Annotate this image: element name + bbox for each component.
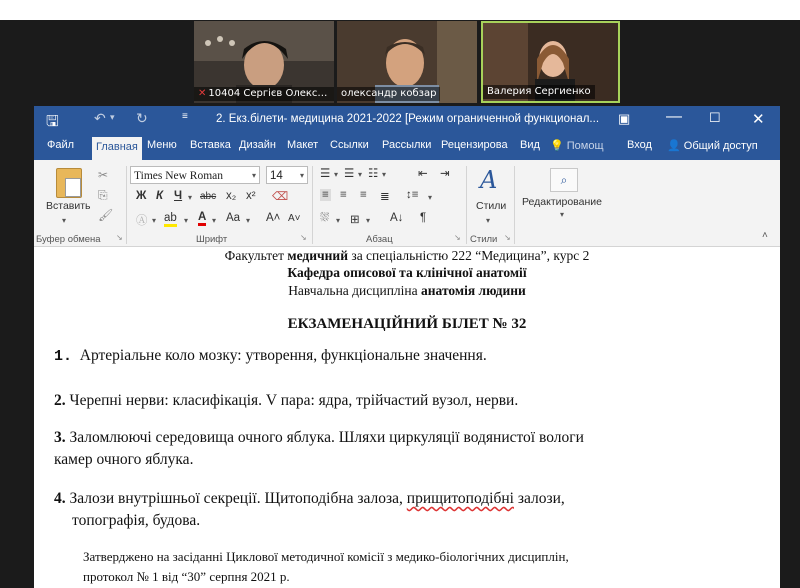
ticket-title: ЕКЗАМЕНАЦІЙНИЙ БІЛЕТ № 32 (287, 316, 527, 332)
lightbulb-icon: 💡 (550, 140, 564, 152)
paste-icon[interactable] (56, 168, 82, 198)
tab-review[interactable]: Рецензирова (441, 139, 508, 151)
show-marks-icon[interactable]: ¶ (420, 212, 427, 224)
shrink-font-button[interactable]: A˅ (288, 213, 301, 224)
text-effects-icon[interactable]: Ⓐ (136, 215, 148, 227)
change-case-button[interactable]: Aa (226, 212, 241, 224)
title-bar (34, 106, 780, 134)
separator (312, 166, 313, 244)
align-center-icon[interactable]: ≡ (340, 189, 347, 201)
participant-tile-1[interactable] (194, 21, 334, 103)
question-1: 1. Артеріальне коло мозку: утворення, функціональне значення. (54, 347, 487, 365)
tab-insert[interactable]: Вставка (190, 139, 231, 151)
copy-icon[interactable]: ⎘ (98, 188, 108, 202)
participant-name-1: ✕ 10404 Сергієв Олекса... (194, 87, 334, 101)
tab-file[interactable]: Файл (47, 139, 75, 151)
tab-layout[interactable]: Макет (287, 139, 319, 151)
ribbon-home (34, 160, 780, 247)
chevron-down-icon[interactable]: ▾ (110, 112, 115, 122)
bold-button[interactable]: Ж (136, 190, 147, 202)
chevron-down-icon[interactable]: ▾ (212, 216, 217, 225)
decrease-indent-icon[interactable]: ⇤ (418, 168, 428, 180)
tab-help[interactable]: 💡 Помощ (550, 140, 604, 152)
increase-indent-icon[interactable]: ⇥ (440, 168, 450, 180)
participant-name-2: олександр кобзар (337, 87, 440, 101)
group-label-clipboard: Буфер обмена (36, 234, 101, 245)
collapse-ribbon-icon[interactable]: ˄ (762, 230, 768, 241)
chevron-down-icon[interactable]: ▾ (300, 171, 305, 180)
chevron-down-icon[interactable]: ▾ (184, 216, 189, 225)
search-icon[interactable]: ⌕ (550, 168, 578, 192)
underline-button[interactable]: Ч (174, 190, 183, 202)
editing-button[interactable]: Редактирование (522, 196, 602, 208)
share-button[interactable]: 👤 Общий доступ (667, 140, 758, 152)
group-label-styles: Стили (470, 234, 498, 245)
close-icon[interactable]: ✕ (752, 111, 765, 128)
question-2: 2. Черепні нерви: класифікація. V пара: ядра, трійчастий вузол, нерви. (54, 392, 519, 409)
shading-icon[interactable]: ⛆ (320, 212, 330, 224)
maximize-icon[interactable]: ☐ (709, 110, 721, 125)
chevron-down-icon[interactable]: ▾ (152, 216, 157, 225)
participant-tile-3-active-speaker[interactable] (481, 21, 620, 103)
question-3-line-2: камер очного яблука. (54, 451, 194, 468)
faculty-line: Факультет медичний за спеціальністю 222 “Медицина”, курс 2 (224, 248, 590, 263)
approval-line-1: Затверджено на засіданні Циклової методичної комісії з медико-біологічних дисциплін, (83, 549, 569, 564)
redo-icon[interactable]: ↻ (136, 110, 148, 126)
save-icon[interactable]: 🖫 (46, 113, 59, 130)
separator (466, 166, 467, 244)
dialog-launcher-icon[interactable]: ↘ (454, 233, 461, 242)
highlight-icon[interactable]: ab (164, 212, 177, 227)
line-spacing-icon[interactable]: ↕≡ (406, 189, 419, 201)
tab-view[interactable]: Вид (520, 139, 540, 151)
italic-button[interactable]: К (156, 190, 164, 202)
sign-in-link[interactable]: Вход (627, 139, 652, 151)
styles-icon[interactable]: A (480, 166, 498, 194)
top-strip (0, 0, 800, 20)
participant-tile-2[interactable] (337, 21, 477, 103)
participant-name-3: Валерия Сергиенко (483, 85, 595, 99)
question-3-line-1: 3. Заломлюючі середовища очного яблука. Шляхи циркуляції водянистої вологи (54, 429, 584, 446)
paste-button[interactable]: Вставить (46, 200, 91, 212)
document-page[interactable] (34, 247, 780, 588)
separator (514, 166, 515, 244)
styles-button[interactable]: Стили (476, 200, 507, 212)
ribbon-display-options-icon[interactable]: ▣ (618, 111, 631, 126)
chevron-down-icon[interactable]: ▾ (486, 216, 491, 225)
align-left-icon[interactable]: ≡ (322, 189, 329, 201)
separator (126, 166, 127, 244)
chevron-down-icon[interactable]: ▾ (188, 193, 193, 202)
font-size-select[interactable]: 14 (266, 166, 308, 184)
customize-qat-icon[interactable]: ≡ (182, 111, 188, 122)
chevron-down-icon[interactable]: ▾ (560, 210, 565, 219)
grow-font-button[interactable]: A˄ (266, 212, 281, 224)
clear-formatting-icon[interactable]: ⌫ (272, 191, 289, 203)
group-label-paragraph: Абзац (366, 234, 393, 245)
approval-line-2: протокол № 1 від “30” серпня 2021 р. (83, 569, 290, 584)
undo-icon[interactable]: ↶ (94, 110, 106, 126)
justify-icon[interactable]: ≣ (380, 191, 390, 203)
chevron-down-icon[interactable]: ▾ (252, 171, 257, 180)
cut-icon[interactable]: ✂ (98, 168, 109, 182)
strikethrough-button[interactable]: abc (200, 191, 217, 202)
department-line: Кафедра описової та клінічної анатомії (287, 265, 527, 280)
superscript-button[interactable]: x² (246, 190, 256, 202)
multilevel-list-icon[interactable]: ☷ (368, 168, 379, 180)
discipline-line: Навчальна дисципліна анатомія людини (288, 283, 526, 298)
format-painter-icon[interactable]: 🖌 (98, 208, 114, 222)
tab-references[interactable]: Ссылки (330, 139, 369, 151)
sort-icon[interactable]: A↓ (390, 212, 404, 224)
tab-home[interactable]: Главная (92, 137, 142, 160)
chevron-down-icon[interactable]: ▾ (358, 170, 363, 179)
font-color-icon[interactable]: A (198, 211, 206, 226)
font-name-select[interactable]: Times New Roman (130, 166, 260, 184)
person-icon: 👤 (667, 140, 681, 152)
document-title: 2. Екз.білети- медицина 2021-2022 [Режим ограниченной функционал... (216, 113, 600, 125)
question-4-line-2: топографія, будова. (72, 512, 201, 529)
mic-muted-icon: ✕ (198, 88, 207, 99)
chevron-down-icon[interactable]: ▾ (366, 216, 371, 225)
subscript-button[interactable]: x₂ (226, 190, 237, 202)
tab-mailings[interactable]: Рассылки (382, 139, 432, 151)
chevron-down-icon[interactable]: ▾ (62, 216, 67, 225)
group-label-font: Шрифт (196, 234, 228, 245)
minimize-icon[interactable]: — (666, 108, 682, 125)
question-4-line-1: 4. Залози внутрішньої секреції. Щитоподібна залоза, прищитоподібні залози, (54, 490, 565, 507)
tab-menu[interactable]: Меню (147, 139, 177, 151)
chevron-down-icon[interactable]: ▾ (246, 216, 251, 225)
chevron-down-icon[interactable]: ▾ (334, 170, 339, 179)
word-window (34, 106, 780, 588)
borders-icon[interactable]: ⊞ (350, 214, 360, 226)
tab-design[interactable]: Дизайн (239, 139, 276, 151)
numbering-icon[interactable]: ☰ (344, 168, 355, 180)
ribbon-tabs (34, 134, 780, 160)
chevron-down-icon[interactable]: ▾ (428, 193, 433, 202)
bullets-icon[interactable]: ☰ (320, 168, 331, 180)
chevron-down-icon[interactable]: ▾ (336, 216, 341, 225)
dialog-launcher-icon[interactable]: ↘ (300, 233, 307, 242)
chevron-down-icon[interactable]: ▾ (382, 170, 387, 179)
dialog-launcher-icon[interactable]: ↘ (504, 233, 511, 242)
dialog-launcher-icon[interactable]: ↘ (116, 233, 123, 242)
align-right-icon[interactable]: ≡ (360, 189, 367, 201)
